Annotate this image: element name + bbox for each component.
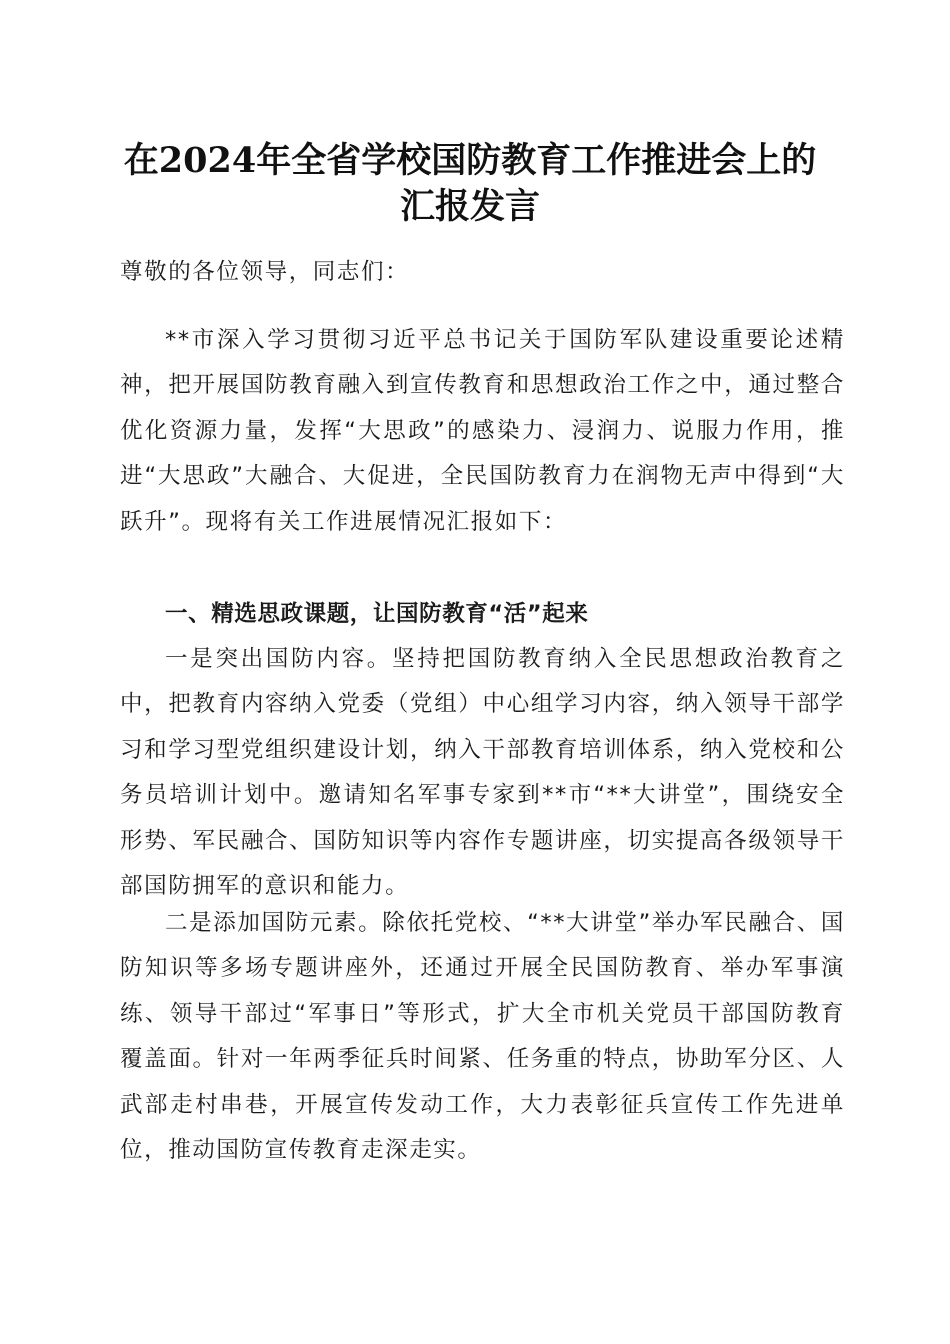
point-2-paragraph xyxy=(120,901,845,1173)
section-1-heading: 一、精选思政课题，让国防教育“活”起来 xyxy=(165,601,589,627)
salutation: 尊敬的各位领导，同志们： xyxy=(120,259,410,285)
document-title-line-1: 在2024年全省学校国防教育工作推进会上的 xyxy=(123,140,817,181)
point-2-lead: 二是添加国防元素。 xyxy=(165,910,383,936)
document-title-line-2: 汇报发言 xyxy=(399,186,540,227)
point-1-paragraph xyxy=(120,637,845,909)
point-1-text: 坚持把国防教育纳入全民思想政治教育之中，把教育内容纳入党委（党组）中心组学习内容，纳入领导干部学习和学习型党组织建设计划，纳入干部教育培训体系，纳入党校和公务员培训计划中。邀请知名军事专家到**市“**大讲堂”，围绕安全形势、军民融合、国防知识等内容作专题讲座，切实提高各级领导干部国防拥军的意识和能力。 xyxy=(120,646,845,900)
intro-paragraph: **市深入学习贯彻习近平总书记关于国防军队建设重要论述精神，把开展国防教育融入到宣传教育和思想政治工作之中，通过整合优化资源力量，发挥“大思政”的感染力、浸润力、说服力作用，推进“大思政”大融合、大促进，全民国防教育力在润物无声中得到“大跃升”。现将有关工作进展情况汇报如下： xyxy=(120,327,845,535)
point-1-lead: 一是突出国防内容。 xyxy=(165,646,393,672)
point-2-text: 除依托党校、“**大讲堂”举办军民融合、国防知识等多场专题讲座外，还通过开展全民国防教育、举办军事演练、领导干部过“军事日”等形式，扩大全市机关党员干部国防教育覆盖面。针对一年两季征兵时间紧、任务重的特点，协助军分区、人武部走村串巷，开展宣传发动工作，大力表彰征兵宣传工作先进单位，推动国防宣传教育走深走实。 xyxy=(120,910,845,1164)
